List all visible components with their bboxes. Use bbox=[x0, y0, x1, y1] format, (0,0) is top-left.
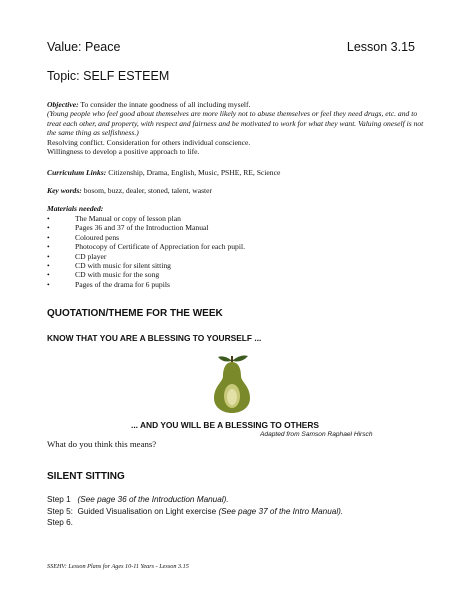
quotation-question: What do you think this means? bbox=[47, 439, 157, 449]
curriculum-label: Curriculum Links: bbox=[47, 168, 107, 177]
step-prefix: Step 5: bbox=[47, 506, 78, 516]
step-line bbox=[47, 517, 437, 529]
page-footer: SSEHV: Lesson Plans for Ages 10-11 Years - Lesson 3.15 bbox=[47, 563, 189, 570]
pear-leaf-left bbox=[218, 356, 231, 361]
silent-sitting-steps bbox=[47, 494, 437, 529]
topic-heading: Topic: SELF ESTEEM bbox=[47, 69, 170, 83]
keywords-text: bosom, buzz, dealer, stoned, talent, waster bbox=[83, 186, 213, 195]
lesson-number: Lesson 3.15 bbox=[346, 40, 415, 54]
list-item: • Photocopy of Certificate of Appreciation for each pupil. bbox=[47, 242, 427, 251]
list-item: • CD with music for the song bbox=[47, 270, 427, 279]
quotation-credit: Adapted from Samson Raphael Hirsch bbox=[260, 431, 373, 438]
value-heading: Value: Peace bbox=[47, 40, 121, 54]
step-note: (See page 36 of the Introduction Manual). bbox=[77, 495, 229, 504]
list-item: • Pages of the drama for 6 pupils bbox=[47, 280, 427, 289]
list-item: • The Manual or copy of lesson plan bbox=[47, 214, 427, 223]
quotation-line-2: ... AND YOU WILL BE A BLESSING TO OTHERS bbox=[131, 420, 319, 430]
materials-label: Materials needed: bbox=[47, 204, 104, 213]
objective-label: Objective: bbox=[47, 100, 79, 109]
quotation-line-1: KNOW THAT YOU ARE A BLESSING TO YOURSELF ... bbox=[47, 333, 262, 343]
objective-italic-text: (Young people who feel good about themselves are more likely not to abuse themselves or feel they need drugs, etc. and to treat each other, and property, with respect and fairness and be motivated to work for what they want. Valuing oneself is not the same thing as selfishness.) bbox=[47, 109, 424, 138]
step-prefix: Step 6. bbox=[47, 518, 73, 527]
pear-illustration bbox=[208, 352, 256, 414]
step-prefix: Step 1 bbox=[47, 495, 78, 504]
objective-text: To consider the innate goodness of all including myself. bbox=[80, 100, 251, 109]
materials-list bbox=[47, 214, 427, 289]
objective-block bbox=[47, 100, 427, 156]
list-item: • Pages 36 and 37 of the Introduction Manual bbox=[47, 223, 427, 232]
key-words bbox=[47, 186, 427, 195]
step-text: Guided Visualisation on Light exercise bbox=[77, 506, 219, 516]
silent-sitting-heading: SILENT SITTING bbox=[47, 471, 125, 482]
list-item: • Coloured pens bbox=[47, 233, 427, 242]
list-item: • CD player bbox=[47, 252, 427, 261]
objective-line bbox=[47, 100, 427, 109]
step-note: (See page 37 of the Intro Manual). bbox=[218, 506, 344, 516]
objective-line-2: Resolving conflict. Consideration for others individual conscience. bbox=[47, 137, 251, 147]
step-line bbox=[47, 494, 437, 506]
objective-line-3: Willingness to develop a positive approach to life. bbox=[47, 147, 200, 157]
quotation-heading: QUOTATION/THEME FOR THE WEEK bbox=[47, 308, 223, 319]
pear-highlight-inner bbox=[227, 389, 237, 405]
curriculum-text: Citizenship, Drama, English, Music, PSHE, RE, Science bbox=[108, 168, 281, 177]
step-line bbox=[47, 506, 437, 518]
pear-leaf-right bbox=[233, 356, 248, 362]
curriculum-links bbox=[47, 168, 427, 177]
list-item: • CD with music for silent sitting bbox=[47, 261, 427, 270]
keywords-label: Key words: bbox=[47, 186, 82, 195]
